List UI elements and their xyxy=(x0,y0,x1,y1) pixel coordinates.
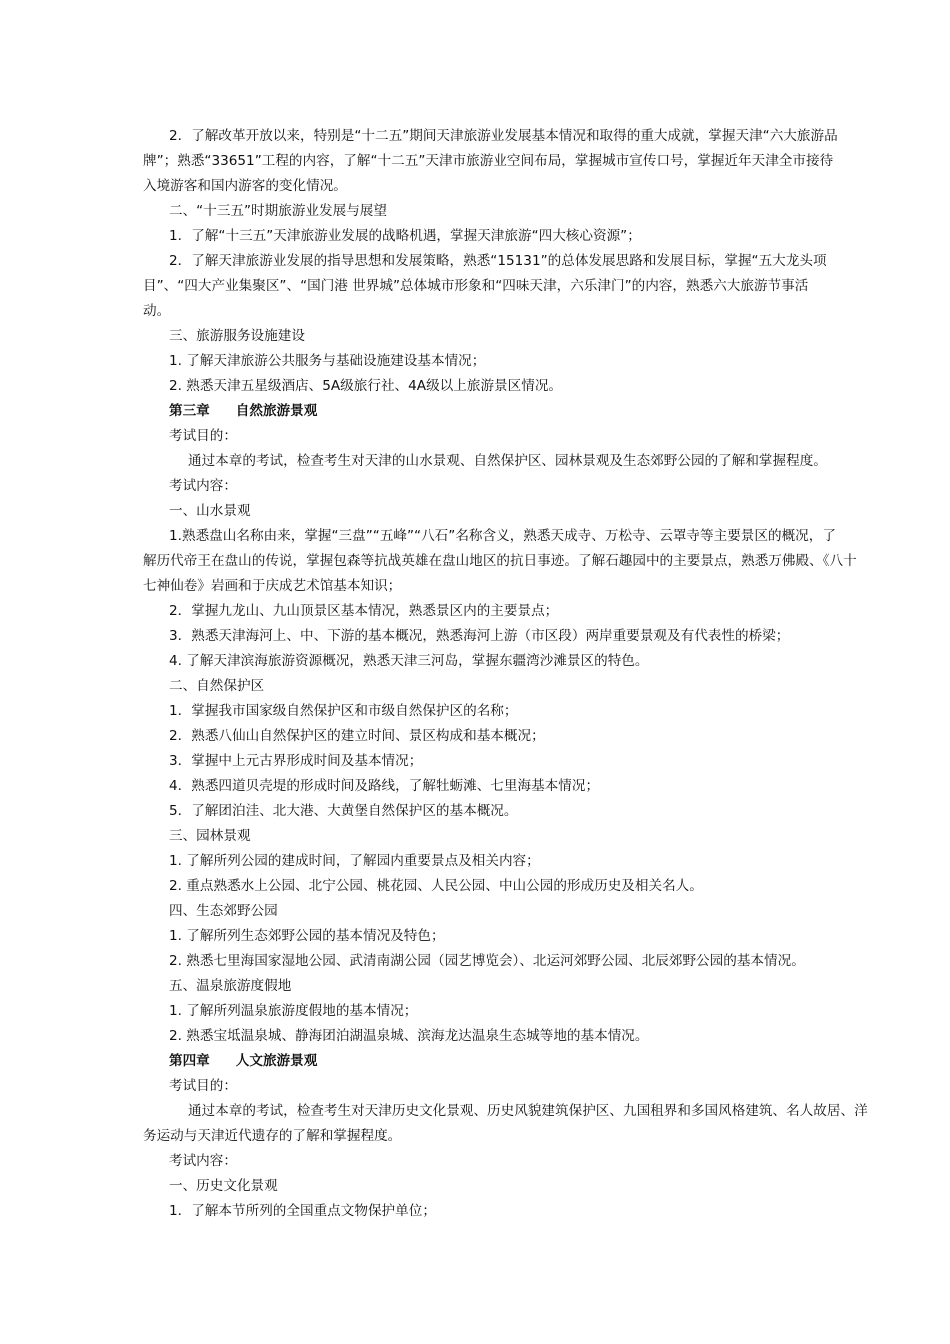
paragraph-line: 考试目的： xyxy=(169,1078,237,1094)
paragraph-line: 务运动与天津近代遗存的了解和掌握程度。 xyxy=(143,1128,402,1144)
section-heading: 五、温泉旅游度假地 xyxy=(169,978,292,994)
paragraph-line: 1．了解本节所列的全国重点文物保护单位； xyxy=(169,1203,436,1219)
section-heading: 三、园林景观 xyxy=(169,828,251,844)
paragraph-line: 1. 了解天津旅游公共服务与基础设施建设基本情况； xyxy=(169,353,486,369)
paragraph-line: 1. 了解所列温泉旅游度假地的基本情况； xyxy=(169,1003,418,1019)
paragraph-line: 解历代帝王在盘山的传说，掌握包森等抗战英雄在盘山地区的抗日事迹。了解石趣园中的主要景点，熟悉万佛殿、《八十 xyxy=(143,553,857,569)
paragraph-line: 2．了解改革开放以来，特别是“十二五”期间天津旅游业发展基本情况和取得的重大成就，掌握天津“六大旅游品 xyxy=(169,128,838,144)
chapter-title: 自然旅游景观 xyxy=(235,403,318,419)
section-heading: 二、“十三五”时期旅游业发展与展望 xyxy=(169,203,387,219)
chapter-number: 第四章 xyxy=(169,1053,210,1069)
paragraph-line: 考试内容： xyxy=(169,478,237,494)
paragraph-line: 5．了解团泊洼、北大港、大黄堡自然保护区的基本概况。 xyxy=(169,803,518,819)
paragraph-line: 目”、“四大产业集聚区”、“国门港 世界城”总体城市形象和“四味天津，六乐津门”的内容，熟悉六大旅游节事活 xyxy=(143,278,809,294)
chapter-heading xyxy=(143,1049,895,1074)
paragraph-line: 2. 熟悉天津五星级酒店、5A级旅行社、4A级以上旅游景区情况。 xyxy=(169,378,563,394)
paragraph-line: 3．熟悉天津海河上、中、下游的基本概况，熟悉海河上游（市区段）两岸重要景观及有代表性的桥梁； xyxy=(169,628,790,644)
paragraph-line: 考试目的： xyxy=(169,428,237,444)
section-heading: 一、历史文化景观 xyxy=(169,1178,278,1194)
paragraph-line: 1．了解“十三五”天津旅游业发展的战略机遇，掌握天津旅游“四大核心资源”； xyxy=(169,228,641,244)
chapter-title: 人文旅游景观 xyxy=(235,1053,318,1069)
paragraph-line: 2．了解天津旅游业发展的指导思想和发展策略，熟悉“15131”的总体发展思路和发展目标，掌握“五大龙头项 xyxy=(169,253,827,269)
section-heading: 二、自然保护区 xyxy=(169,678,265,694)
paragraph-line: 牌”；熟悉“33651”工程的内容，了解“十二五”天津市旅游业空间布局，掌握城市宣传口号，掌握近年天津全市接待 xyxy=(143,153,834,169)
section-heading: 三、旅游服务设施建设 xyxy=(169,328,305,344)
paragraph-line: 通过本章的考试，检查考生对天津的山水景观、自然保护区、园林景观及生态郊野公园的了解和掌握程度。 xyxy=(188,453,827,469)
paragraph-line: 1．掌握我市国家级自然保护区和市级自然保护区的名称； xyxy=(169,703,518,719)
section-heading: 四、生态郊野公园 xyxy=(169,903,278,919)
section-heading: 一、山水景观 xyxy=(169,503,251,519)
paragraph-line: 2. 熟悉宝坻温泉城、静海团泊湖温泉城、滨海龙达温泉生态城等地的基本情况。 xyxy=(169,1028,649,1044)
paragraph-line: 2. 重点熟悉水上公园、北宁公园、桃花园、人民公园、中山公园的形成历史及相关名人。 xyxy=(169,878,703,894)
paragraph-line: 考试内容： xyxy=(169,1153,237,1169)
paragraph-line: 通过本章的考试，检查考生对天津历史文化景观、历史风貌建筑保护区、九国租界和多国风格建筑、名人故居、洋 xyxy=(188,1103,868,1119)
paragraph-line: 入境游客和国内游客的变化情况。 xyxy=(143,178,347,194)
chapter-heading xyxy=(143,399,895,424)
chapter-number: 第三章 xyxy=(169,403,210,419)
paragraph-line: 2．掌握九龙山、九山顶景区基本情况，熟悉景区内的主要景点； xyxy=(169,603,559,619)
paragraph-line: 1. 了解所列生态郊野公园的基本情况及特色； xyxy=(169,928,445,944)
paragraph-line: 动。 xyxy=(143,303,171,319)
paragraph-line: 1. 了解所列公园的建成时间，了解园内重要景点及相关内容； xyxy=(169,853,540,869)
paragraph-line: 2. 熟悉七里海国家湿地公园、武清南湖公园（园艺博览会）、北运河郊野公园、北辰郊野公园的基本情况。 xyxy=(169,953,805,969)
paragraph-line: 3．掌握中上元古界形成时间及基本情况； xyxy=(169,753,423,769)
document-page xyxy=(143,124,895,1224)
paragraph-line: 4. 了解天津滨海旅游资源概况，熟悉天津三河岛，掌握东疆湾沙滩景区的特色。 xyxy=(169,653,649,669)
paragraph-line: 1.熟悉盘山名称由来，掌握“三盘”“五峰”“八石”名称含义，熟悉天成寺、万松寺、云罩寺等主要景区的概况，了 xyxy=(169,528,836,544)
paragraph-line: 七神仙卷》岩画和于庆成艺术馆基本知识； xyxy=(143,578,402,594)
paragraph-line: 4．熟悉四道贝壳堤的形成时间及路线，了解牡蛎滩、七里海基本情况； xyxy=(169,778,600,794)
paragraph-line: 2．熟悉八仙山自然保护区的建立时间、景区构成和基本概况； xyxy=(169,728,545,744)
